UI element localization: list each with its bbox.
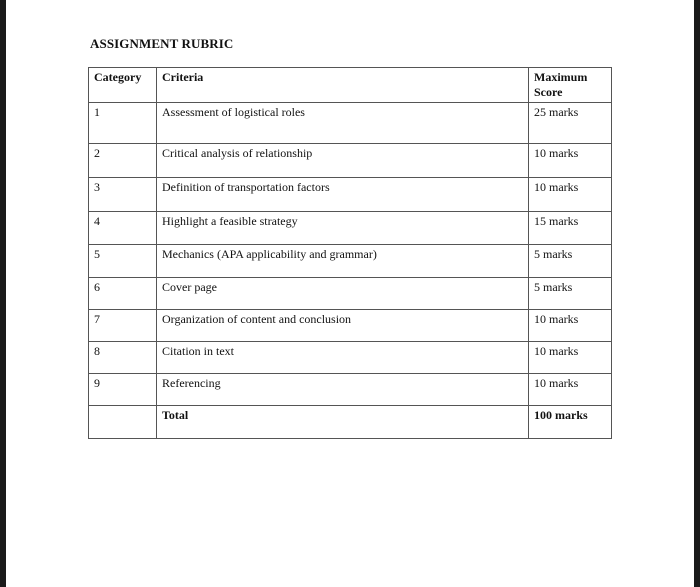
- left-page-edge: [0, 0, 6, 587]
- category-cell: 9: [89, 374, 157, 406]
- total-row: [89, 406, 612, 439]
- header-maximum-line1: Maximum: [534, 70, 588, 84]
- criteria-cell: Critical analysis of relationship: [157, 144, 529, 178]
- max-score-cell: 10 marks: [529, 310, 612, 342]
- category-cell: 8: [89, 342, 157, 374]
- category-cell: 4: [89, 212, 157, 245]
- criteria-cell: Citation in text: [157, 342, 529, 374]
- max-score-cell: 5 marks: [529, 245, 612, 278]
- max-score-cell: 10 marks: [529, 178, 612, 212]
- table-row: [89, 342, 612, 374]
- rubric-table: [88, 67, 612, 439]
- table-row: [89, 278, 612, 310]
- max-score-cell: 15 marks: [529, 212, 612, 245]
- header-criteria: Criteria: [157, 68, 529, 103]
- criteria-cell: Referencing: [157, 374, 529, 406]
- table-row: [89, 103, 612, 144]
- table-row: [89, 212, 612, 245]
- category-cell: 7: [89, 310, 157, 342]
- category-cell: 5: [89, 245, 157, 278]
- criteria-cell: Organization of content and conclusion: [157, 310, 529, 342]
- total-category-cell: [89, 406, 157, 439]
- table-row: [89, 178, 612, 212]
- category-cell: 3: [89, 178, 157, 212]
- criteria-cell: Highlight a feasible strategy: [157, 212, 529, 245]
- max-score-cell: 10 marks: [529, 342, 612, 374]
- category-cell: 2: [89, 144, 157, 178]
- max-score-cell: 10 marks: [529, 374, 612, 406]
- table-row: [89, 245, 612, 278]
- max-score-cell: 10 marks: [529, 144, 612, 178]
- max-score-cell: 5 marks: [529, 278, 612, 310]
- table-row: [89, 310, 612, 342]
- table-row: [89, 144, 612, 178]
- category-cell: 6: [89, 278, 157, 310]
- max-score-cell: 25 marks: [529, 103, 612, 144]
- total-label-cell: Total: [157, 406, 529, 439]
- total-max-score-cell: 100 marks: [529, 406, 612, 439]
- category-cell: 1: [89, 103, 157, 144]
- header-maximum-score: [529, 68, 612, 103]
- table-header-row: [89, 68, 612, 103]
- header-category: Category: [89, 68, 157, 103]
- document-title: ASSIGNMENT RUBRIC: [90, 36, 234, 51]
- criteria-cell: Assessment of logistical roles: [157, 103, 529, 144]
- header-maximum-line2: Score: [534, 85, 563, 99]
- criteria-cell: Definition of transportation factors: [157, 178, 529, 212]
- criteria-cell: Cover page: [157, 278, 529, 310]
- right-page-edge: [694, 0, 700, 587]
- table-row: [89, 374, 612, 406]
- criteria-cell: Mechanics (APA applicability and grammar): [157, 245, 529, 278]
